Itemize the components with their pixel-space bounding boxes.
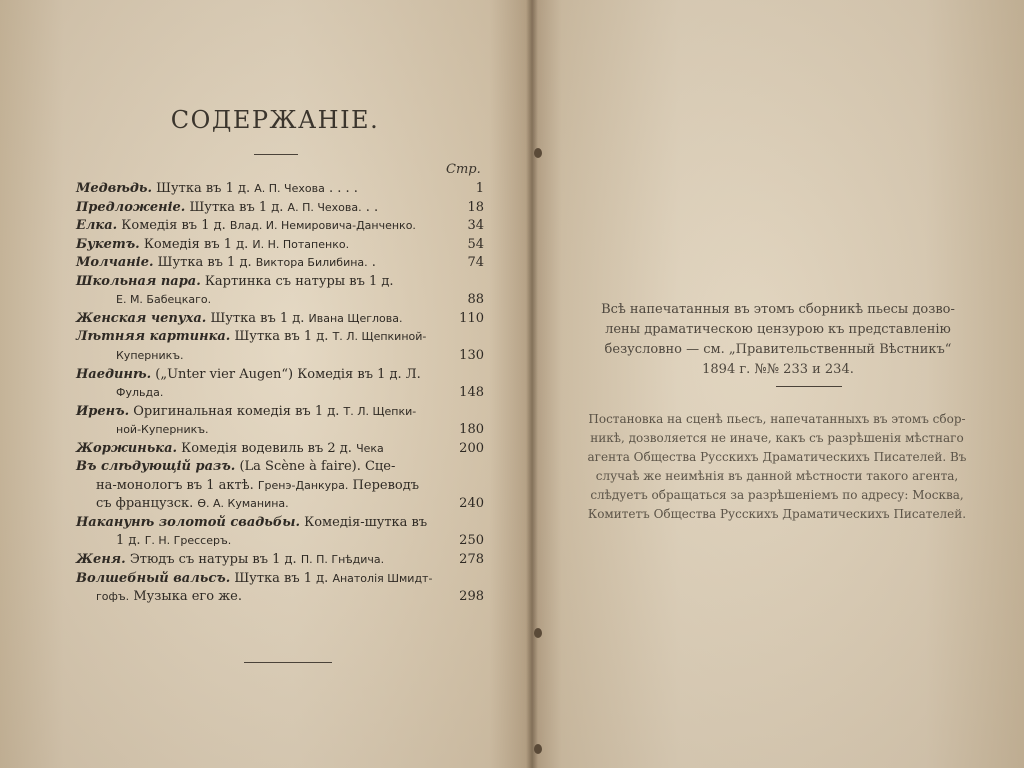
toc-page-number: 1: [475, 181, 484, 196]
toc-play-title: Лѣтняя картинка.: [76, 329, 231, 345]
toc-entry-text: [116, 385, 163, 400]
toc-play-title: Наединѣ.: [76, 366, 152, 382]
toc-entry: [76, 385, 484, 403]
bottom-rule: [244, 662, 332, 663]
toc-page-number: 34: [467, 218, 484, 234]
toc-play-description: („Unter vier Augen“) Комедія въ 1 д. Л.: [151, 366, 421, 382]
toc-entry: [76, 292, 484, 310]
toc-play-description: 1 д.: [116, 533, 145, 549]
staging-notice: [572, 410, 982, 524]
toc-entry: [76, 533, 484, 551]
toc-play-description: Шутка въ 1 д.: [152, 181, 255, 196]
toc-play-title: Предложеніе.: [76, 199, 186, 215]
toc-entry: [76, 496, 484, 514]
toc-author: А. П. Чехова.: [287, 200, 362, 214]
toc-play-title: Женская чепуха.: [76, 310, 207, 326]
notice-line: Всѣ напечатанныя въ этомъ сборникѣ пьесы дозво-: [601, 302, 955, 317]
toc-author: Е. М. Бабецкаго.: [116, 293, 212, 307]
toc-page-number: 88: [467, 292, 484, 308]
toc-author: Ивана Щеглова.: [308, 311, 403, 325]
toc-leader: . .: [361, 199, 379, 215]
notice-line: Постановка на сценѣ пьесъ, напечатанныхъ въ этомъ сбор-: [588, 412, 966, 426]
toc-entry-text: [76, 552, 384, 567]
toc-play-description: на-монологъ въ 1 актѣ.: [96, 477, 258, 493]
toc-author: Чека: [356, 441, 384, 455]
toc-entry-text: [116, 348, 184, 363]
toc-author: И. Н. Потапенко.: [252, 237, 350, 251]
toc-entry-text: [76, 181, 358, 196]
toc-page-number: 74: [467, 255, 484, 271]
title-rule: [254, 154, 298, 155]
page-column-label: Стр.: [446, 162, 481, 177]
toc-author: Гренэ-Данкура.: [257, 478, 349, 492]
toc-play-description: съ французск.: [96, 496, 198, 512]
toc-entry-text: [76, 515, 427, 530]
toc-page-number: 298: [459, 589, 484, 605]
toc-entry: [76, 181, 484, 199]
toc-entry: [76, 200, 484, 218]
toc-entry: [76, 348, 484, 366]
toc-play-description: Комедія водевиль въ 2 д.: [177, 440, 357, 456]
toc-play-title: Женя.: [76, 552, 126, 567]
toc-entry: [76, 422, 484, 440]
toc-author: Виктора Билибина.: [255, 256, 368, 270]
toc-play-description: Шутка въ 1 д.: [230, 570, 333, 586]
toc-page-number: 180: [459, 422, 484, 438]
toc-play-title: Волшебный вальсъ.: [76, 570, 231, 586]
toc-entry-text: [116, 422, 209, 437]
toc-play-title: Иренъ.: [76, 403, 130, 419]
toc-entry: [76, 237, 484, 255]
toc-play-description: Шутка въ 1 д.: [206, 310, 309, 326]
toc-author: Т. Л. Щепкиной-: [332, 330, 427, 344]
toc-author: гофъ.: [96, 590, 130, 604]
binding-nail: [534, 744, 542, 754]
toc-entry: [76, 441, 484, 459]
toc-entry-text: [76, 255, 376, 270]
toc-page-number: 278: [459, 552, 484, 567]
notice-line: 1894 г. №№ 233 и 234.: [702, 362, 854, 377]
toc-play-title: Наканунѣ золотой свадьбы.: [76, 514, 301, 530]
notice-line: агента Общества Русскихъ Драматическихъ Писателей. Въ: [587, 450, 967, 464]
toc-play-description: Шутка въ 1 д.: [230, 329, 333, 345]
toc-entry-text: [76, 441, 384, 456]
toc-entry-text: [96, 589, 242, 604]
toc-play-title: Елка.: [76, 218, 118, 234]
toc-author: ной-Куперникъ.: [116, 423, 209, 437]
toc-leader: Переводъ: [348, 477, 420, 493]
toc-page-number: 18: [467, 199, 484, 215]
toc-entry: [76, 367, 484, 385]
toc-entry-text: [76, 218, 416, 233]
right-page: [532, 0, 1024, 768]
toc-author: Влад. И. Немировича-Данченко.: [229, 219, 416, 233]
toc-entry-text: [116, 292, 211, 307]
toc-entry: [76, 404, 484, 422]
toc-play-title: Въ слѣдующій разъ.: [76, 459, 236, 475]
toc-leader: Музыка его же.: [129, 589, 242, 605]
toc-entry-text: [76, 404, 416, 419]
toc-play-title: Молчаніе.: [76, 255, 154, 271]
toc-entry-text: [76, 274, 394, 289]
toc-play-title: Букетъ.: [76, 236, 140, 252]
toc-entry-text: [76, 571, 432, 586]
notice-line: лены драматическою цензурою къ представленію: [605, 322, 951, 337]
toc-author: Куперникъ.: [116, 348, 184, 362]
toc-author: Т. Л. Щепки-: [343, 404, 417, 418]
toc-author: А. П. Чехова: [254, 182, 325, 195]
toc-page-number: 250: [459, 533, 484, 549]
toc-entry: [76, 329, 484, 347]
toc-entry: [76, 218, 484, 236]
toc-entry: [76, 459, 484, 477]
toc-play-description: Комедія-шутка въ: [300, 514, 428, 530]
toc-entry: [76, 515, 484, 533]
toc-page-number: 130: [459, 347, 484, 363]
toc-page-number: 240: [459, 496, 484, 512]
toc-entry-text: [96, 478, 419, 493]
toc-play-description: Комедія въ 1 д.: [117, 218, 230, 234]
toc-author: П. П. Гнѣдича.: [300, 553, 385, 566]
toc-leader: . . . .: [324, 181, 358, 196]
toc-entry: [76, 552, 484, 570]
toc-entry-text: [76, 459, 395, 474]
notice-line: слѣдуетъ обращаться за разрѣшеніемъ по адресу: Москва,: [590, 488, 964, 502]
toc-play-title: Жоржинька.: [76, 440, 178, 456]
toc-page-number: 200: [459, 440, 484, 456]
toc-entry-text: [116, 533, 231, 548]
toc-entry: [76, 311, 484, 329]
censorship-notice: [578, 300, 978, 380]
toc-entry: [76, 274, 484, 292]
toc-play-title: Медвѣдь.: [76, 181, 153, 196]
toc-play-description: Шутка въ 1 д.: [185, 199, 288, 215]
toc-author: Анатолія Шмидт-: [332, 571, 433, 585]
toc-play-description: Комедія въ 1 д.: [139, 236, 253, 252]
toc-play-description: Шутка въ 1 д.: [153, 255, 256, 271]
toc-play-description: Оригинальная комедія въ 1 д.: [129, 403, 344, 419]
notice-line: случаѣ же неимѣнія въ данной мѣстности такого агента,: [595, 469, 959, 483]
notice-rule: [776, 386, 842, 387]
toc-entry-text: [76, 237, 349, 252]
toc-entry: [76, 589, 484, 607]
toc-page-number: 54: [467, 236, 484, 252]
notice-line: Комитетъ Общества Русскихъ Драматическихъ Писателей.: [587, 507, 967, 521]
contents-title: СОДЕРЖАНІЕ.: [170, 106, 380, 134]
toc-play-description: (La Scène à faire). Сце-: [235, 459, 396, 475]
toc-play-description: Картинка съ натуры въ 1 д.: [200, 273, 394, 289]
binding-nail: [534, 628, 542, 638]
toc-play-title: Школьная пара.: [76, 273, 201, 289]
book-gutter: [526, 0, 538, 768]
toc-entry-text: [96, 496, 289, 511]
toc-page-number: 110: [459, 310, 484, 326]
binding-nail: [534, 148, 542, 158]
toc-entry-text: [76, 311, 402, 326]
toc-entry-text: [76, 367, 421, 382]
toc-author: Ө. А. Куманина.: [197, 497, 289, 511]
toc-author: Фульда.: [116, 386, 164, 400]
toc-play-description: Этюдъ съ натуры въ 1 д.: [125, 552, 301, 567]
toc-author: Г. Н. Грессеръ.: [144, 534, 232, 548]
toc-entry: [76, 571, 484, 589]
toc-entry: [76, 255, 484, 273]
toc-page-number: 148: [459, 385, 484, 401]
notice-line: никѣ, дозволяется не иначе, какъ съ разрѣшенія мѣстнаго: [590, 431, 964, 445]
toc-entry-text: [76, 329, 426, 344]
toc-entry: [76, 478, 484, 496]
toc-entry-text: [76, 200, 378, 215]
notice-line: безусловно — см. „Правительственный Вѣстникъ“: [604, 342, 952, 357]
toc-leader: .: [367, 255, 376, 271]
